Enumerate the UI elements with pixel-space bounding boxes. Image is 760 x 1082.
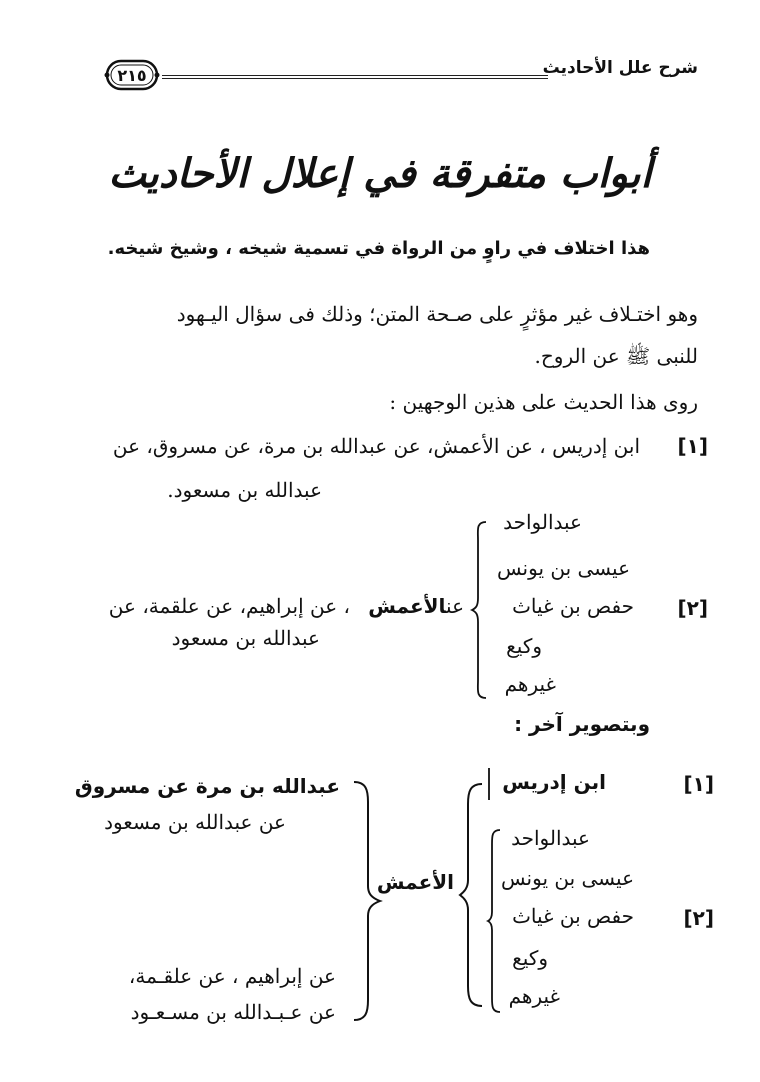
item-1-line-1: ابن إدريس ، عن الأعمش، عن عبدالله بن مرة، عن مسروق، عن [112,434,640,458]
diagram-center-al-amash: الأعمش [376,870,454,894]
item-2-chain-prefix: عن [446,594,464,618]
diagram-outer-brace [458,782,484,1008]
diagram-top-chain-line-2: عن عبدالله بن مسعود [104,810,286,834]
intro-line-2: للنبى ﷺ عن الروح. [534,344,698,368]
item-1-number: [١] [677,434,708,458]
diagram-chains-brace [352,780,382,1024]
diagram-narrator: وكيع [512,946,548,970]
lead-line: روى هذا الحديث على هذين الوجهين : [389,390,698,414]
item-2-narrator: غيرهم [504,672,556,696]
diagram-narrators-brace [486,828,502,1014]
diagram-narrator: غيرهم [508,984,560,1008]
item-2-narrator: عبدالواحد [503,510,582,534]
item-2-chain [368,594,464,618]
diagram-bar [486,766,492,802]
diagram-number-2: [٢] [683,906,714,930]
item-2-narrator: وكيع [506,634,542,658]
page-number: ٢١٥ [117,66,147,85]
item-1-line-2: عبدالله بن مسعود. [167,478,322,502]
section-title: هذا اختلاف في راوٍ من الرواة في تسمية شيخه ، وشيخ شيخه. [107,238,650,259]
diagram-top-chain-line-1: عبدالله بن مرة عن مسروق [74,774,340,798]
header-rule [162,75,548,79]
running-header-title: شرح علل الأحاديث [542,58,698,78]
diagram-bottom-chain-line-1: عن إبراهيم ، عن علقـمة، [128,964,336,988]
alt-heading: وبتصوير آخر : [514,712,650,736]
diagram-narrator: حفص بن غياث [512,904,634,928]
chapter-title: أبواب متفرقة في إعلال الأحاديث [108,150,652,197]
item-2-brace [470,520,490,700]
item-2-narrator: حفص بن غياث [512,594,634,618]
diagram-narrator: عبدالواحد [511,826,590,850]
page-number-badge [104,58,160,92]
item-2-chain-bold: الأعمش [368,594,447,618]
item-2-narrator: عيسى بن يونس [497,556,630,580]
item-2-chain-line-2: عبدالله بن مسعود [171,626,320,650]
item-2-chain-rest: ، عن إبراهيم، عن علقمة، عن [108,594,350,618]
diagram-ibn-idris: ابن إدريس [502,770,606,794]
diagram-narrator: عيسى بن يونس [501,866,634,890]
item-2-number: [٢] [677,596,708,620]
diagram-bottom-chain-line-2: عن عـبـدالله بن مسـعـود [130,1000,336,1024]
diagram-number-1: [١] [683,772,714,796]
intro-line-1: وهو اختـلاف غير مؤثرٍ على صـحة المتن؛ وذلك فى سؤال اليـهود [176,302,698,326]
